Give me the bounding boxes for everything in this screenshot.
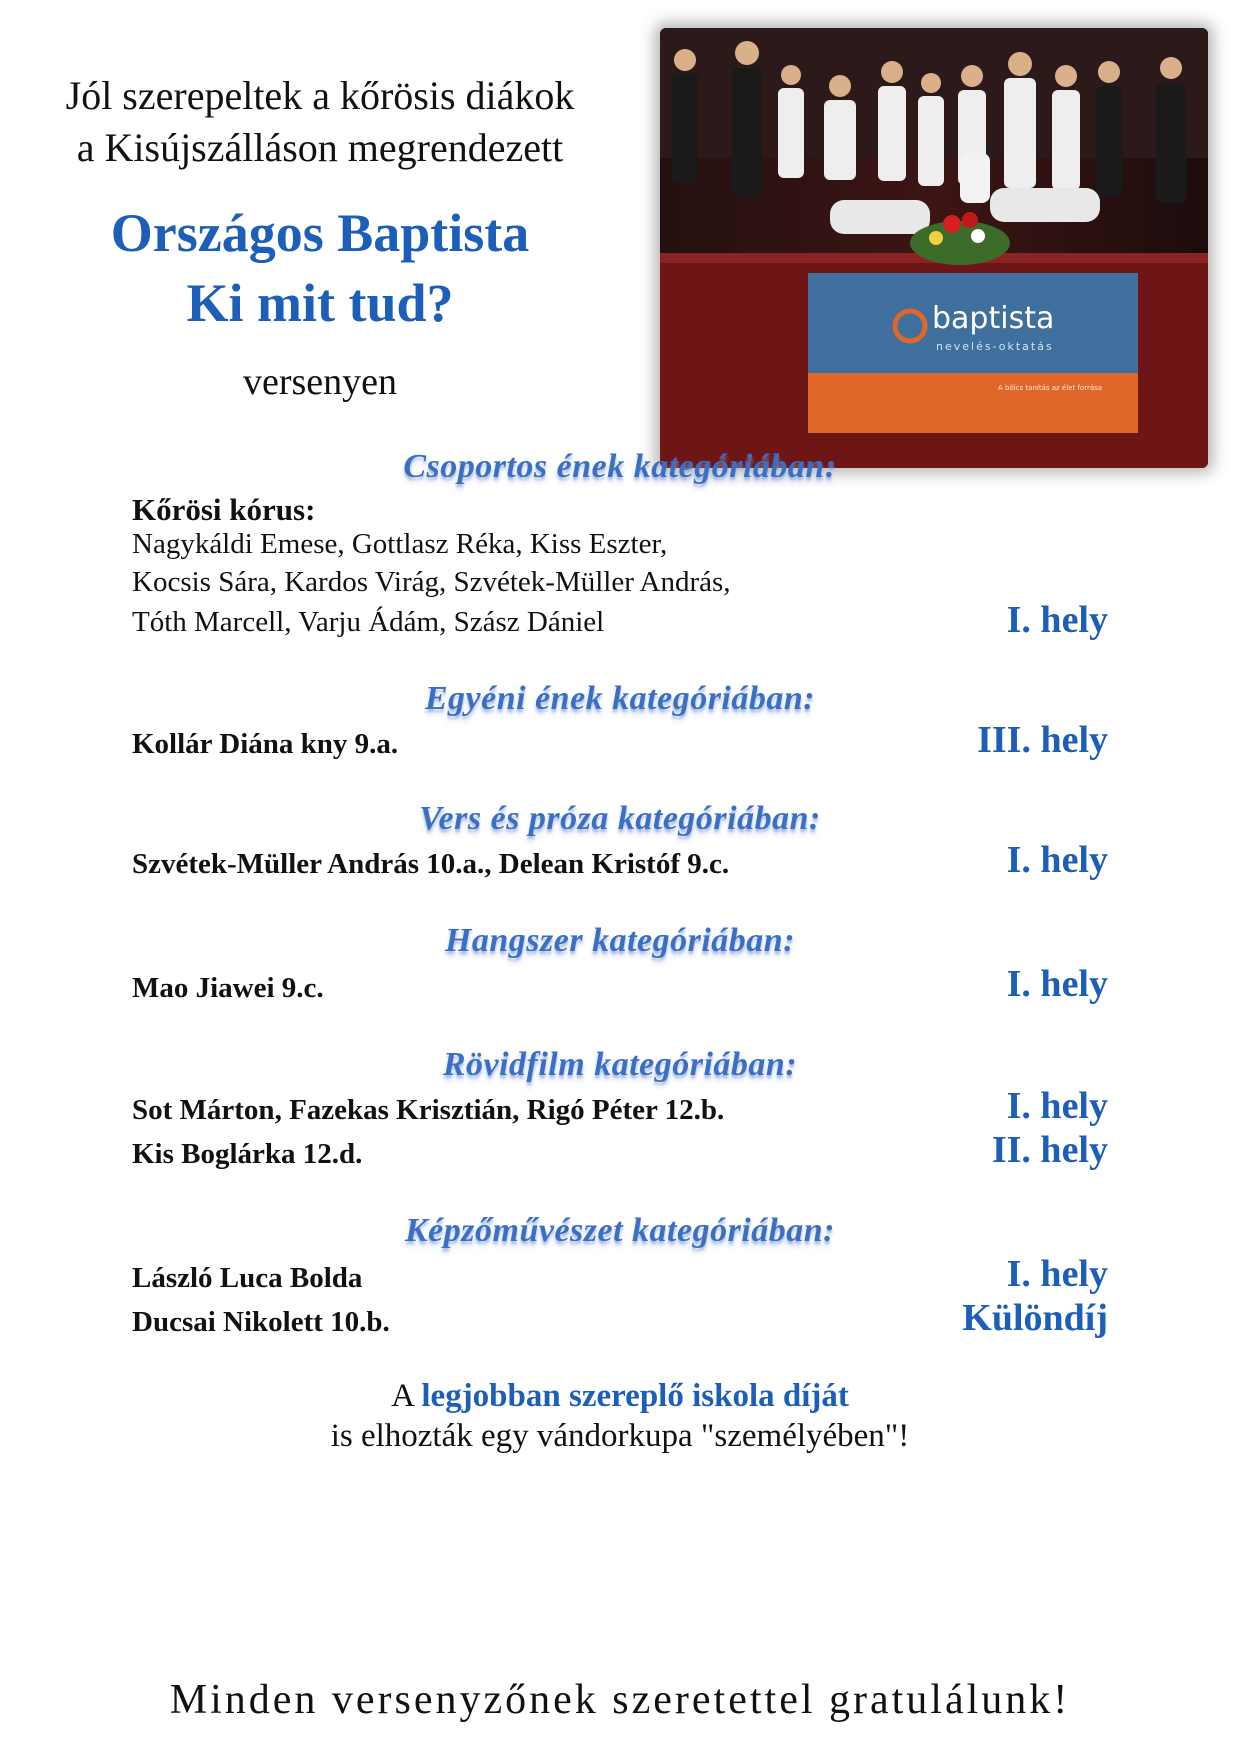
entry-poetry-prose: Szvétek-Müller András 10.a., Delean Kristóf 9.c. — [132, 848, 730, 880]
intro-line-2: a Kisújszálláson megrendezett — [76, 125, 564, 170]
placement-group-singing: I. hely — [1006, 599, 1108, 641]
intro-line-1: Jól szerepeltek a kőrösis diákok — [65, 73, 575, 118]
category-heading-short-film: Rövidfilm kategóriában: — [442, 1046, 798, 1083]
choir-members-line-1: Nagykáldi Emese, Gottlasz Réka, Kiss Eszter, — [132, 528, 668, 560]
placement-solo-singing: III. hely — [977, 719, 1108, 761]
event-title-line-2: Ki mit tud? — [186, 273, 454, 333]
closing-congratulations: Minden versenyzőnek szeretettel gratulálunk! — [169, 1677, 1071, 1723]
category-heading-group-singing: Csoportos ének kategóriában: — [403, 448, 837, 485]
category-heading-poetry-prose: Vers és próza kategóriában: — [419, 800, 821, 837]
placement-fine-arts-1: I. hely — [1006, 1253, 1108, 1295]
category-heading-instrument: Hangszer kategóriában: — [444, 922, 796, 959]
entry-solo-singing: Kollár Diána kny 9.a. — [132, 728, 399, 760]
award-prefix: A — [391, 1378, 422, 1414]
group-photo — [660, 28, 1208, 468]
award-line-1 — [0, 1378, 1240, 1415]
placement-short-film-2: II. hely — [991, 1129, 1108, 1171]
intro-line-3: versenyen — [242, 361, 398, 403]
category-heading-solo-singing: Egyéni ének kategóriában: — [424, 680, 816, 717]
choir-members-line-3: Tóth Marcell, Varju Ádám, Szász Dániel — [132, 606, 605, 638]
entry-fine-arts-2: Ducsai Nikolett 10.b. — [132, 1306, 390, 1338]
choir-members-line-2: Kocsis Sára, Kardos Virág, Szvétek-Müller András, — [132, 566, 731, 598]
award-line-2: is elhozták egy vándorkupa "személyében"! — [330, 1418, 910, 1454]
banner-logo-text: baptista — [932, 301, 1055, 336]
placement-fine-arts-2: Különdíj — [962, 1297, 1108, 1339]
placement-poetry-prose: I. hely — [1006, 839, 1108, 881]
placement-instrument: I. hely — [1006, 963, 1108, 1005]
entry-instrument: Mao Jiawei 9.c. — [132, 972, 324, 1004]
category-heading-fine-arts: Képzőművészet kategóriában: — [405, 1212, 835, 1249]
entry-short-film-1: Sot Márton, Fazekas Krisztián, Rigó Péter 12.b. — [132, 1094, 725, 1126]
banner-tagline: A bölcs tanítás az élet forrása — [998, 384, 1103, 392]
event-title-line-1: Országos Baptista — [110, 203, 530, 263]
entry-short-film-2: Kis Boglárka 12.d. — [132, 1138, 363, 1170]
entry-fine-arts-1: László Luca Bolda — [132, 1262, 363, 1294]
award-highlight: legjobban szereplő iskola díját — [421, 1378, 849, 1414]
placement-short-film-1: I. hely — [1006, 1085, 1108, 1127]
banner-subtext: nevelés-oktatás — [936, 340, 1054, 353]
choir-name: Kőrösi kórus: — [132, 492, 316, 527]
